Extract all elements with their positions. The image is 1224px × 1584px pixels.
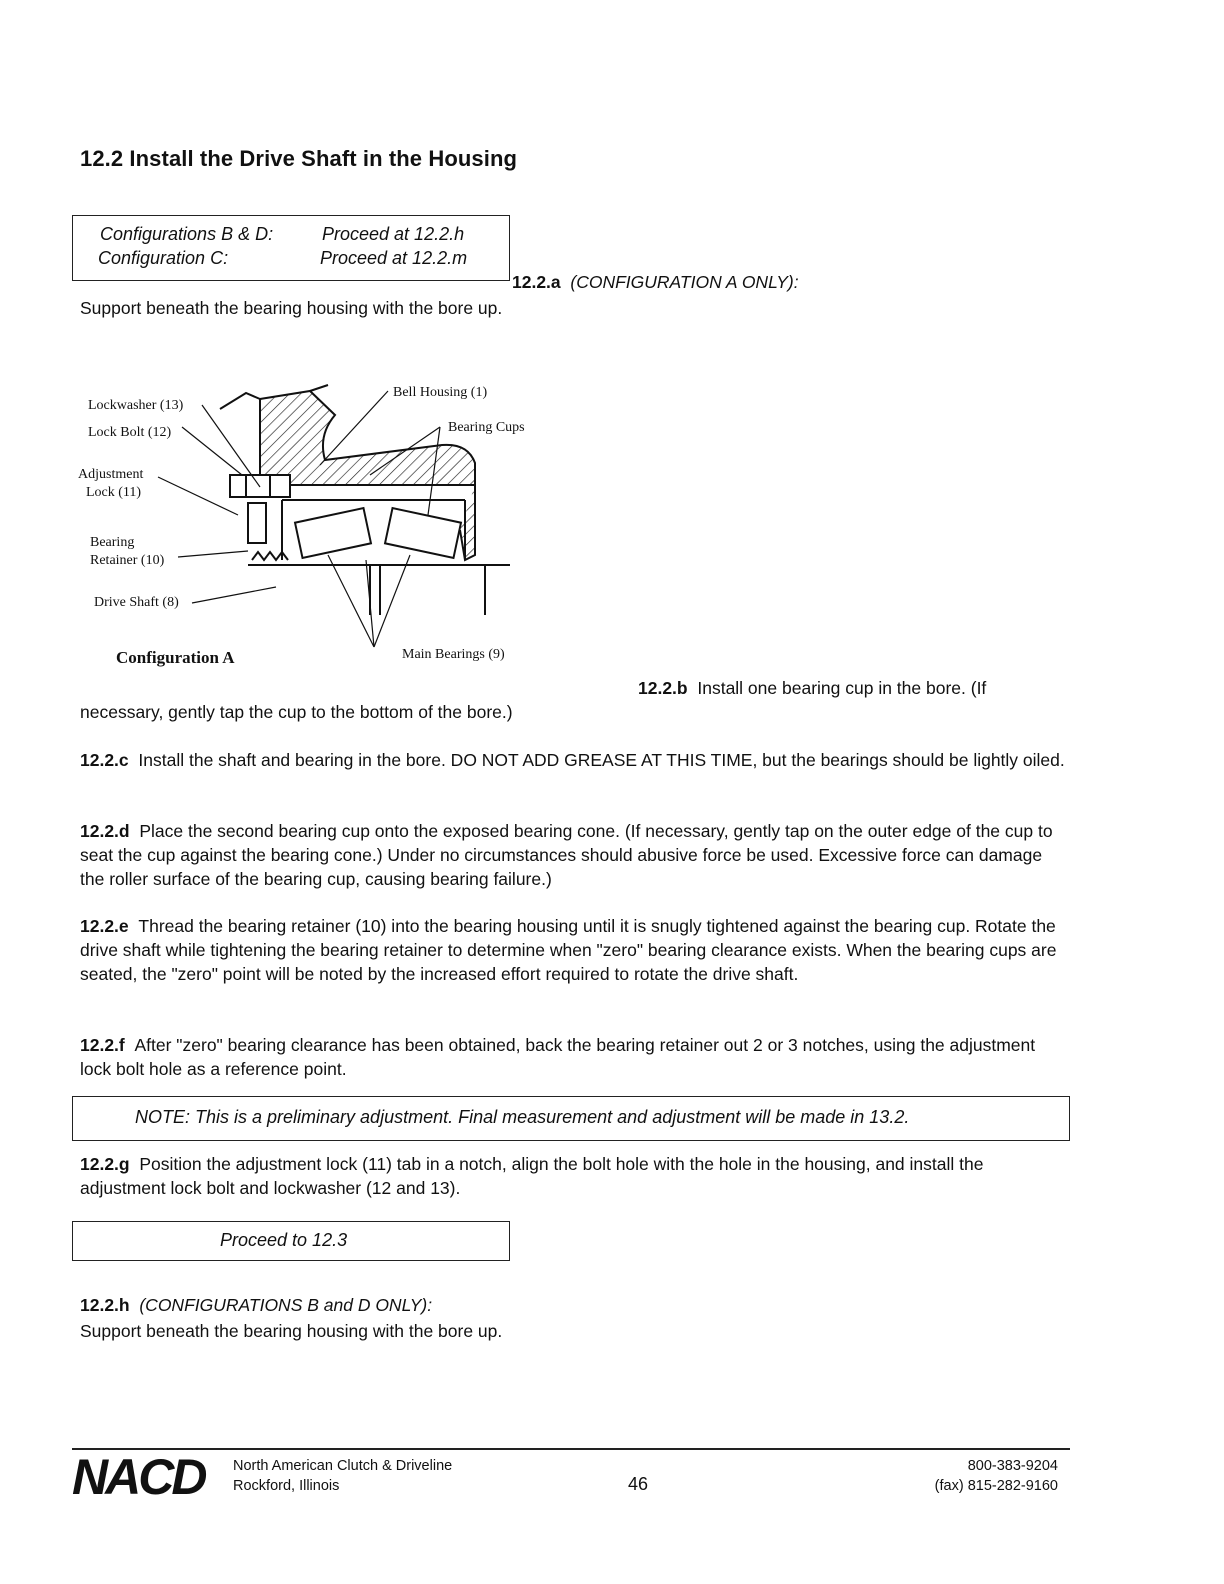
step-c-text: Install the shaft and bearing in the bore. DO NOT ADD GREASE AT THIS TIME, but the bearings should be lightly oiled. (138, 750, 1065, 770)
step-h-head: (CONFIGURATIONS B and D ONLY): (139, 1295, 433, 1315)
step-g-number: 12.2.g (80, 1154, 130, 1174)
step-c (80, 748, 1065, 772)
step-f (80, 1033, 1065, 1081)
step-e (80, 914, 1065, 986)
footer-fax: (fax) 815-282-9160 (934, 1478, 1058, 1494)
step-b-text2: necessary, gently tap the cup to the bottom of the bore.) (80, 702, 513, 722)
step-d-number: 12.2.d (80, 821, 130, 841)
label-bearing-cups: Bearing Cups (448, 420, 525, 435)
step-g (80, 1152, 1065, 1200)
config-row1-value: Proceed at 12.2.h (322, 224, 465, 244)
step-h-number: 12.2.h (80, 1295, 130, 1315)
configuration-box (72, 215, 510, 281)
page-number: 46 (628, 1474, 649, 1494)
step-e-text: Thread the bearing retainer (10) into the bearing housing until it is snugly tightened against the bearing cup. Rotate the drive shaft while tightening the bearing retainer to determine when "zero" bearing clearance exists. When the bearing cups are seated, the "zero" point will be noted by the increased effort required to rotate the drive shaft. (80, 916, 1057, 984)
step-f-number: 12.2.f (80, 1035, 125, 1055)
nacd-logo: NACD (72, 1449, 205, 1505)
footer-divider (72, 1448, 1070, 1450)
step-b-line1 (638, 678, 986, 699)
step-b-text1: Install one bearing cup in the bore. (If (697, 678, 987, 698)
proceed-text: Proceed to 12.3 (220, 1230, 348, 1250)
config-row2-label: Configuration C: (98, 248, 229, 268)
label-lockwasher: Lockwasher (13) (88, 398, 184, 413)
step-a-header (512, 272, 799, 293)
page-title: 12.2 Install the Drive Shaft in the Housing (80, 146, 518, 171)
step-e-number: 12.2.e (80, 916, 129, 936)
label-bearing: Bearing (90, 535, 135, 550)
label-bell-housing: Bell Housing (1) (393, 385, 488, 400)
drive-shaft-shape (248, 565, 510, 615)
footer-city: Rockford, Illinois (233, 1478, 340, 1494)
config-row1-label: Configurations B & D: (100, 224, 274, 244)
configuration-a-diagram (70, 375, 550, 675)
label-main-bearings: Main Bearings (9) (402, 647, 505, 662)
diagram-caption: Configuration A (116, 648, 235, 667)
config-row2-value: Proceed at 12.2.m (320, 248, 468, 268)
label-retainer: Retainer (10) (90, 553, 165, 568)
label-drive-shaft: Drive Shaft (8) (94, 595, 179, 610)
step-d (80, 819, 1065, 891)
footer-phone: 800-383-9204 (967, 1458, 1058, 1474)
note-text: NOTE: This is a preliminary adjustment. Final measurement and adjustment will be made in 13.2. (135, 1107, 910, 1127)
step-f-text: After "zero" bearing clearance has been obtained, back the bearing retainer out 2 or 3 notches, using the adjustment lock bolt hole as a reference point. (80, 1035, 1036, 1079)
step-a-text: Support beneath the bearing housing with the bore up. (80, 298, 503, 318)
step-d-text: Place the second bearing cup onto the exposed bearing cone. (If necessary, gently tap on the outer edge of the cup to seat the cup against the bearing cone.) Under no circumstances should abusive force be used. Excessive force can damage the roller surface of the bearing cup, causing bearing failure.) (80, 821, 1053, 889)
main-bearings-shape (282, 500, 465, 560)
note-box (72, 1096, 1070, 1141)
step-a-head: (CONFIGURATION A ONLY): (570, 272, 799, 292)
label-lock-bolt: Lock Bolt (12) (88, 425, 172, 440)
footer-company: North American Clutch & Driveline (233, 1458, 453, 1474)
step-a-number: 12.2.a (512, 272, 561, 292)
step-g-text: Position the adjustment lock (11) tab in a notch, align the bolt hole with the hole in the housing, and install the adjustment lock bolt and lockwasher (12 and 13). (80, 1154, 984, 1198)
label-lock: Lock (11) (86, 485, 142, 500)
step-b-number: 12.2.b (638, 678, 688, 698)
proceed-box (72, 1221, 510, 1261)
step-h-text: Support beneath the bearing housing with the bore up. (80, 1321, 503, 1341)
label-adjustment: Adjustment (78, 467, 144, 482)
step-c-number: 12.2.c (80, 750, 129, 770)
step-h-header (80, 1295, 432, 1316)
